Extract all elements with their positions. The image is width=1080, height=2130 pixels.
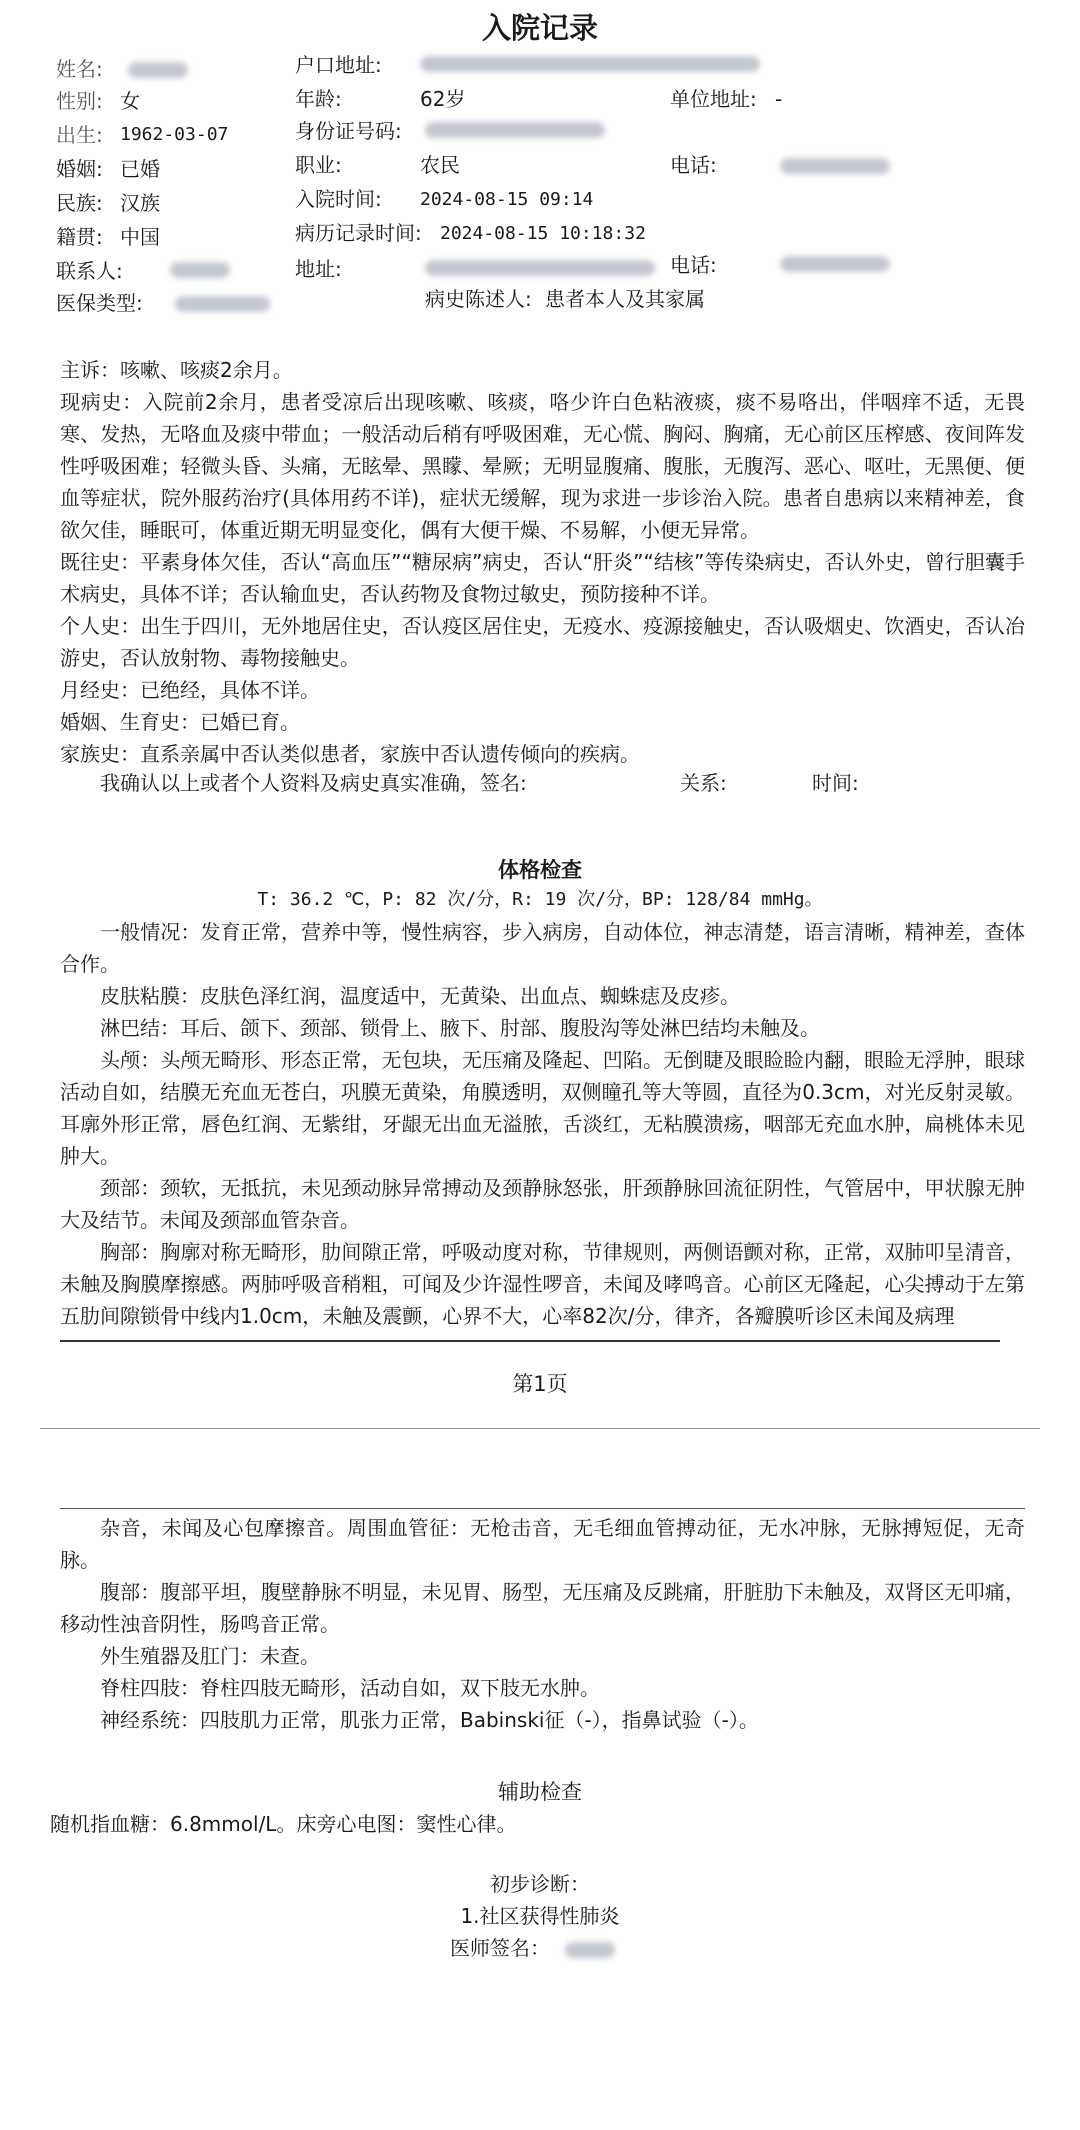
page2-top-rule xyxy=(60,1508,1025,1509)
ethnic-value: 汉族 xyxy=(120,191,160,215)
insurance-label: 医保类型: xyxy=(56,291,143,315)
present-illness: 现病史：入院前2余月，患者受凉后出现咳嗽、咳痰，咯少许白色粘液痰，痰不易咯出，伴咽痒不适，无畏寒、发热，无咯血及痰中带血；一般活动后稍有呼吸困难，无心慌、胸闷、胸痛，无心前区压榨感、夜间阵发性呼吸困难；轻微头昏、头痛，无眩晕、黑矇、晕厥；无明显腹痛、腹胀，无腹泻、恶心、呕吐，无黑便、便血等症状，院外服药治疗(具体用药不详)，症状无缓解，现为求进一步诊治入院。患者自患病以来精神差，食欲欠佳，睡眠可，体重近期无明显变化，偶有大便干燥、不易解，小便无异常。 xyxy=(60,390,1025,542)
job-label: 职业: xyxy=(295,153,342,177)
aux-content: 随机指血糖：6.8mmol/L。床旁心电图：窦性心律。 xyxy=(50,1812,517,1836)
age-value: 62岁 xyxy=(420,87,466,111)
birth-value: 1962-03-07 xyxy=(120,124,229,145)
exam-title: 体格检查 xyxy=(498,858,582,882)
gender-label: 性别: xyxy=(56,89,103,113)
past-history: 既往史：平素身体欠佳，否认“高血压”“糖尿病”病史，否认“肝炎”“结核”等传染病史，否认外史，曾行胆囊手术病史，具体不详；否认输血史，否认药物及食物过敏史，预防接种不详。 xyxy=(60,550,1025,606)
ethnic-label: 民族: xyxy=(56,191,103,215)
name-redacted xyxy=(128,62,188,78)
hukou-redacted xyxy=(420,56,760,72)
marriage-value: 已婚 xyxy=(120,157,160,181)
work-address-label: 单位地址: xyxy=(670,87,757,111)
insurance-redacted xyxy=(175,296,270,312)
personal-history: 个人史：出生于四川，无外地居住史，否认疫区居住史，无疫水、疫源接触史，否认吸烟史、饮酒史，否认冶游史，否认放射物、毒物接触史。 xyxy=(60,614,1025,670)
confirm-statement: 我确认以上或者个人资料及病史真实准确，签名: xyxy=(100,771,527,795)
page-number: 第1页 xyxy=(512,1372,568,1396)
phone-redacted xyxy=(780,158,890,174)
doctor-signature-redacted xyxy=(565,1942,615,1958)
family-history: 家族史：直系亲属中否认类似患者，家族中否认遗传倾向的疾病。 xyxy=(60,742,640,766)
job-value: 农民 xyxy=(420,153,460,177)
exam-head: 头颅：头颅无畸形、形态正常，无包块，无压痛及隆起、凹陷。无倒睫及眼睑睑内翻，眼睑无浮肿，眼球活动自如，结膜无充血无苍白，巩膜无黄染，角膜透明，双侧瞳孔等大等圆，直径为0.3cm，对光反射灵敏。耳廓外形正常，唇色红润、无紫绀，牙龈无出血无溢脓，舌淡红，无粘膜溃疡，咽部无充血水肿，扁桃体未见肿大。 xyxy=(60,1048,1025,1168)
phone2-redacted xyxy=(780,256,890,272)
exam-genital: 外生殖器及肛门：未查。 xyxy=(100,1644,320,1668)
address-redacted xyxy=(425,260,655,276)
vital-signs: T: 36.2 ℃，P: 82 次/分，R: 19 次/分，BP: 128/84 mmHg。 xyxy=(257,889,823,910)
name-label: 姓名: xyxy=(56,57,103,81)
time-label: 时间: xyxy=(812,771,859,795)
relation-label: 关系: xyxy=(680,771,727,795)
exam-lymph: 淋巴结：耳后、颌下、颈部、锁骨上、腋下、肘部、腹股沟等处淋巴结均未触及。 xyxy=(100,1016,820,1040)
menstrual-history: 月经史：已绝经，具体不详。 xyxy=(60,678,320,702)
chief-complaint: 主诉：咳嗽、咳痰2余月。 xyxy=(60,358,293,382)
record-time-label: 病历记录时间: xyxy=(295,221,422,245)
contact-label: 联系人: xyxy=(56,259,123,283)
admit-time-label: 入院时间: xyxy=(295,187,382,211)
record-time-value: 2024-08-15 10:18:32 xyxy=(440,223,646,244)
narrator-value: 患者本人及其家属 xyxy=(545,287,705,311)
document-title: 入院记录 xyxy=(481,11,598,45)
admit-time-value: 2024-08-15 09:14 xyxy=(420,189,594,210)
diagnosis-item-1: 1.社区获得性肺炎 xyxy=(460,1904,620,1928)
native-label: 籍贯: xyxy=(56,225,103,249)
phone-label: 电话: xyxy=(670,153,717,177)
exam-chest-continued: 杂音，未闻及心包摩擦音。周围血管征：无枪击音，无毛细血管搏动征，无水冲脉，无脉搏短促，无奇脉。 xyxy=(60,1516,1025,1572)
id-redacted xyxy=(425,122,605,138)
native-value: 中国 xyxy=(120,225,160,249)
narrator-label: 病史陈述人: xyxy=(425,287,532,311)
id-label: 身份证号码: xyxy=(295,119,402,143)
exam-general: 一般情况：发育正常，营养中等，慢性病容，步入病房，自动体位，神志清楚，语言清晰，精神差，查体合作。 xyxy=(60,920,1025,976)
exam-skin: 皮肤粘膜：皮肤色泽红润，温度适中，无黄染、出血点、蜘蛛痣及皮疹。 xyxy=(100,984,740,1008)
exam-spine: 脊柱四肢：脊柱四肢无畸形，活动自如，双下肢无水肿。 xyxy=(100,1676,600,1700)
exam-neuro: 神经系统：四肢肌力正常，肌张力正常，Babinski征（-），指鼻试验（-）。 xyxy=(100,1708,759,1732)
age-label: 年龄: xyxy=(295,87,342,111)
marriage-label: 婚姻: xyxy=(56,157,103,181)
marital-history: 婚姻、生育史：已婚已育。 xyxy=(60,710,300,734)
contact-redacted xyxy=(170,262,230,278)
page-edge xyxy=(40,1428,1040,1429)
exam-neck: 颈部：颈软，无抵抗，未见颈动脉异常搏动及颈静脉怒张，肝颈静脉回流征阴性，气管居中，甲状腺无肿大及结节。未闻及颈部血管杂音。 xyxy=(60,1176,1025,1232)
doctor-signature-label: 医师签名： xyxy=(450,1936,550,1960)
birth-label: 出生: xyxy=(56,123,103,147)
exam-abdomen: 腹部：腹部平坦，腹壁静脉不明显，未见胃、肠型，无压痛及反跳痛，肝脏肋下未触及，双肾区无叩痛，移动性浊音阴性，肠鸣音正常。 xyxy=(60,1580,1025,1636)
address-label: 地址: xyxy=(295,257,342,281)
gender-value: 女 xyxy=(120,89,140,113)
phone2-label: 电话: xyxy=(670,253,717,277)
aux-title: 辅助检查 xyxy=(498,1780,582,1804)
page-break-rule xyxy=(60,1340,1000,1342)
hukou-label: 户口地址: xyxy=(295,53,382,77)
diagnosis-title: 初步诊断： xyxy=(490,1872,590,1896)
work-address-value: - xyxy=(775,87,783,111)
exam-chest: 胸部：胸廓对称无畸形，肋间隙正常，呼吸动度对称，节律规则，两侧语颤对称，正常，双肺叩呈清音，未触及胸膜摩擦感。两肺呼吸音稍粗，可闻及少许湿性啰音，未闻及哮鸣音。心前区无隆起，心尖搏动于左第五肋间隙锁骨中线内1.0cm，未触及震颤，心界不大，心率82次/分，律齐，各瓣膜听诊区未闻及病理 xyxy=(60,1240,1025,1328)
